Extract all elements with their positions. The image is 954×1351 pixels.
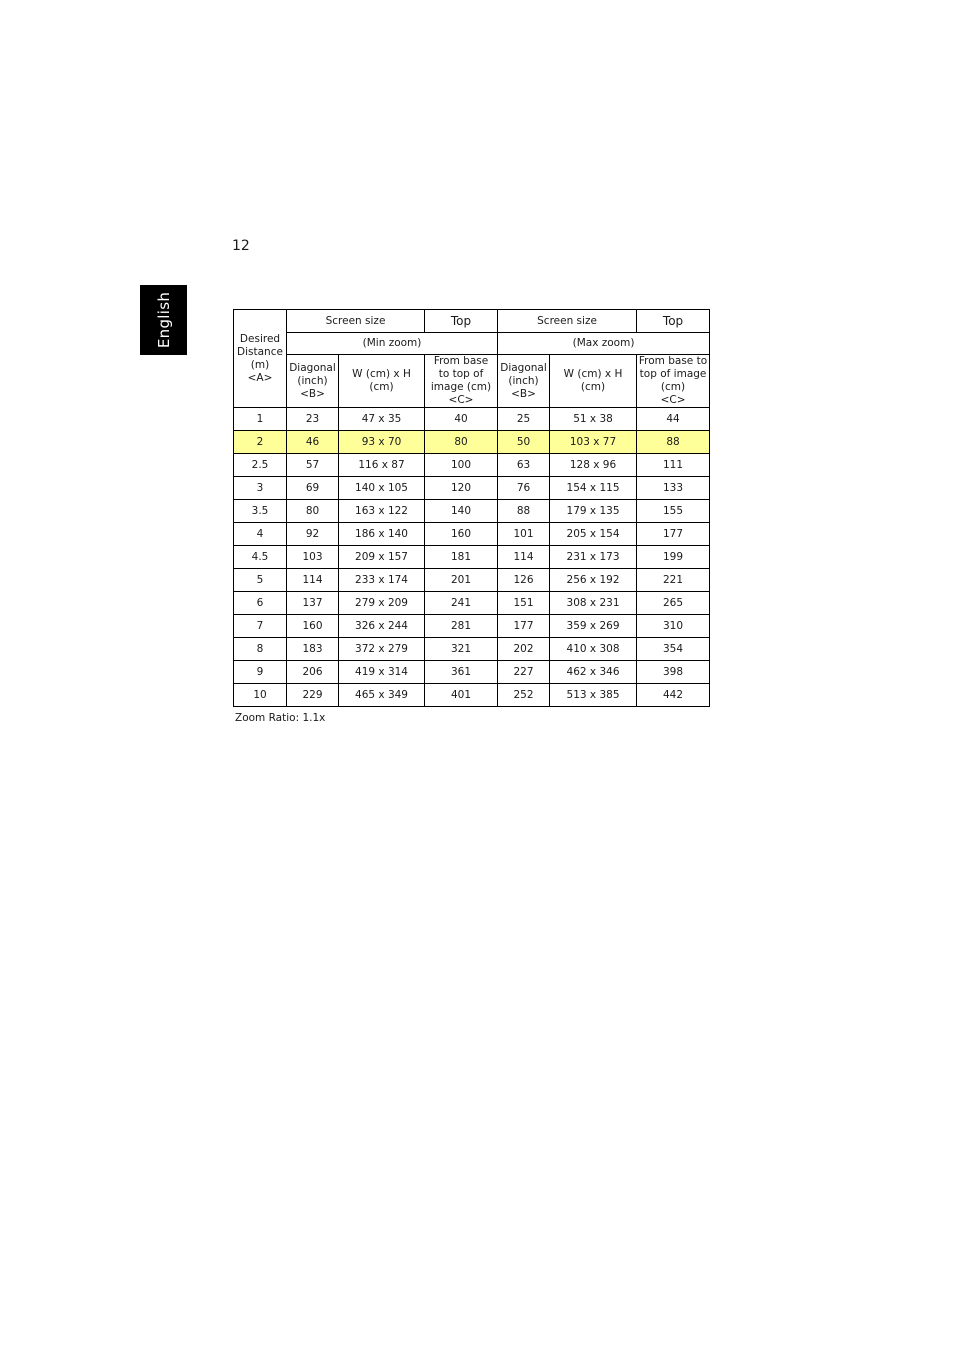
table-cell: 155 — [637, 500, 710, 523]
table-cell: 181 — [425, 546, 498, 569]
table-cell: 25 — [498, 408, 550, 431]
table-cell: 9 — [234, 661, 287, 684]
table-cell: 100 — [425, 454, 498, 477]
table-cell: 120 — [425, 477, 498, 500]
table-cell: 179 x 135 — [550, 500, 637, 523]
table-row — [234, 661, 710, 684]
table-row-highlighted — [234, 431, 710, 454]
table-cell: 3 — [234, 477, 287, 500]
table-cell: 7 — [234, 615, 287, 638]
table-cell: 419 x 314 — [339, 661, 425, 684]
table-cell: 140 x 105 — [339, 477, 425, 500]
table-cell: 401 — [425, 684, 498, 707]
table-cell: 265 — [637, 592, 710, 615]
header-row-1 — [234, 310, 710, 333]
table-cell: 308 x 231 — [550, 592, 637, 615]
table-row — [234, 638, 710, 661]
header-row-2 — [234, 333, 710, 355]
table-cell: 160 — [425, 523, 498, 546]
table-cell: 114 — [287, 569, 339, 592]
min-screen-size-header: Screen size — [287, 310, 425, 333]
table-cell: 465 x 349 — [339, 684, 425, 707]
table-cell: 410 x 308 — [550, 638, 637, 661]
table-cell: 46 — [287, 431, 339, 454]
table-cell: 40 — [425, 408, 498, 431]
table-cell: 233 x 174 — [339, 569, 425, 592]
table-cell: 229 — [287, 684, 339, 707]
table-cell: 93 x 70 — [339, 431, 425, 454]
max-top-header: Top — [637, 310, 710, 333]
table-cell: 281 — [425, 615, 498, 638]
table-cell: 462 x 346 — [550, 661, 637, 684]
min-zoom-header: (Min zoom) — [287, 333, 498, 355]
table-cell: 114 — [498, 546, 550, 569]
max-diagonal-header: Diagonal (inch) <B> — [498, 355, 550, 408]
table-cell: 177 — [637, 523, 710, 546]
table-cell: 103 — [287, 546, 339, 569]
table-cell: 201 — [425, 569, 498, 592]
table-cell: 442 — [637, 684, 710, 707]
table-cell: 4 — [234, 523, 287, 546]
table-cell: 209 x 157 — [339, 546, 425, 569]
max-screen-size-header: Screen size — [498, 310, 637, 333]
table-cell: 88 — [498, 500, 550, 523]
table-cell: 10 — [234, 684, 287, 707]
table-cell: 321 — [425, 638, 498, 661]
table-cell: 2.5 — [234, 454, 287, 477]
table-row — [234, 592, 710, 615]
zoom-ratio-caption: Zoom Ratio: 1.1x — [235, 712, 326, 724]
table-cell: 57 — [287, 454, 339, 477]
page-number: 12 — [232, 238, 250, 254]
table-row — [234, 477, 710, 500]
max-zoom-header: (Max zoom) — [498, 333, 710, 355]
table-row — [234, 569, 710, 592]
table-cell: 8 — [234, 638, 287, 661]
table-row — [234, 454, 710, 477]
table-cell: 160 — [287, 615, 339, 638]
projection-distance-table — [233, 309, 710, 707]
min-wh-header: W (cm) x H (cm) — [339, 355, 425, 408]
table-row — [234, 500, 710, 523]
table-cell: 177 — [498, 615, 550, 638]
table-cell: 206 — [287, 661, 339, 684]
table-cell: 137 — [287, 592, 339, 615]
table-cell: 205 x 154 — [550, 523, 637, 546]
min-diagonal-header: Diagonal (inch) <B> — [287, 355, 339, 408]
table-cell: 354 — [637, 638, 710, 661]
table-cell: 231 x 173 — [550, 546, 637, 569]
table-cell: 92 — [287, 523, 339, 546]
table-row — [234, 684, 710, 707]
table-cell: 140 — [425, 500, 498, 523]
table-cell: 221 — [637, 569, 710, 592]
distance-header: Desired Distance (m) <A> — [234, 310, 287, 408]
language-tab — [140, 285, 187, 355]
table-cell: 513 x 385 — [550, 684, 637, 707]
table-cell: 101 — [498, 523, 550, 546]
table-cell: 310 — [637, 615, 710, 638]
table-cell: 372 x 279 — [339, 638, 425, 661]
table-cell: 111 — [637, 454, 710, 477]
header-row-3 — [234, 355, 710, 408]
table-cell: 186 x 140 — [339, 523, 425, 546]
table-cell: 252 — [498, 684, 550, 707]
min-top-header: Top — [425, 310, 498, 333]
table-cell: 154 x 115 — [550, 477, 637, 500]
language-tab-label: English — [154, 291, 173, 349]
table-cell: 76 — [498, 477, 550, 500]
table-cell: 361 — [425, 661, 498, 684]
table-cell: 256 x 192 — [550, 569, 637, 592]
table-cell: 183 — [287, 638, 339, 661]
table-cell: 80 — [287, 500, 339, 523]
table-row — [234, 408, 710, 431]
table-cell: 241 — [425, 592, 498, 615]
table-cell: 116 x 87 — [339, 454, 425, 477]
table-cell: 4.5 — [234, 546, 287, 569]
table-cell: 50 — [498, 431, 550, 454]
table-cell: 80 — [425, 431, 498, 454]
table-row — [234, 546, 710, 569]
table-cell: 69 — [287, 477, 339, 500]
table-cell: 47 x 35 — [339, 408, 425, 431]
table-cell: 126 — [498, 569, 550, 592]
table-cell: 5 — [234, 569, 287, 592]
table-cell: 199 — [637, 546, 710, 569]
table-cell: 279 x 209 — [339, 592, 425, 615]
table-cell: 103 x 77 — [550, 431, 637, 454]
table-cell: 23 — [287, 408, 339, 431]
table-cell: 359 x 269 — [550, 615, 637, 638]
table-cell: 6 — [234, 592, 287, 615]
table-cell: 163 x 122 — [339, 500, 425, 523]
table-cell: 128 x 96 — [550, 454, 637, 477]
table-cell: 44 — [637, 408, 710, 431]
max-from-base-header: From base to top of image (cm) <C> — [637, 355, 710, 408]
table-cell: 2 — [234, 431, 287, 454]
table-cell: 133 — [637, 477, 710, 500]
min-from-base-header: From base to top of image (cm) <C> — [425, 355, 498, 408]
table-cell: 227 — [498, 661, 550, 684]
table-cell: 1 — [234, 408, 287, 431]
table-cell: 88 — [637, 431, 710, 454]
table-cell: 63 — [498, 454, 550, 477]
table-row — [234, 523, 710, 546]
table-cell: 151 — [498, 592, 550, 615]
table-cell: 326 x 244 — [339, 615, 425, 638]
table-cell: 3.5 — [234, 500, 287, 523]
max-wh-header: W (cm) x H (cm) — [550, 355, 637, 408]
table-row — [234, 615, 710, 638]
table-cell: 51 x 38 — [550, 408, 637, 431]
table-cell: 398 — [637, 661, 710, 684]
table-cell: 202 — [498, 638, 550, 661]
